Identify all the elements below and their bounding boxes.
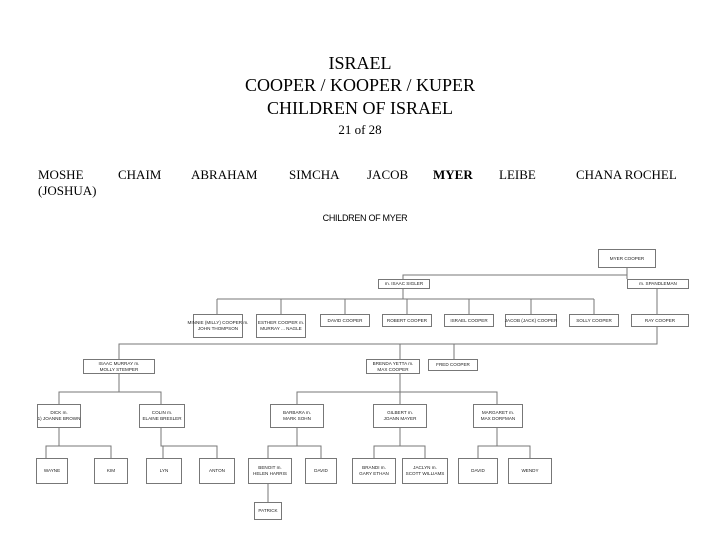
node-spouse: MURRAY ... NAGLE <box>260 326 302 331</box>
node-david-grandchild <box>305 458 337 484</box>
node-spouse: MARK SOHN <box>283 416 311 421</box>
node-child-solly <box>569 314 619 327</box>
node-spouse-spandleman <box>627 279 689 289</box>
connector <box>400 392 497 404</box>
nav-label: JACOB <box>367 167 409 182</box>
node-name: DAVID <box>471 468 485 473</box>
node-child-robert <box>382 314 432 327</box>
node-david-dorfman <box>458 458 498 484</box>
family-title: ISRAEL <box>328 53 392 73</box>
node-name: COLIN m. <box>151 410 173 415</box>
connector <box>478 428 497 458</box>
node-isaac-murray <box>83 359 155 374</box>
node-spouse: MAX COOPER <box>377 366 409 372</box>
nav-label: LEIBE <box>499 167 536 182</box>
node-spouse: JOANN MAYER <box>383 416 417 421</box>
connector <box>400 446 425 458</box>
node-name: MYER COOPER <box>609 255 645 261</box>
nav-label: ABRAHAM <box>191 167 258 182</box>
node-dick <box>37 404 81 428</box>
node-margaret <box>473 404 523 428</box>
node-name: SOLLY COOPER <box>576 317 612 323</box>
node-spouse: ELAINE BRESLER <box>142 416 182 421</box>
node-name: BRENDA YETTA m. <box>372 360 414 366</box>
chart-subtitle: CHILDREN OF MYER <box>322 213 408 223</box>
node-name: LYN <box>159 468 169 473</box>
node-name: BENOIT m. <box>258 465 282 470</box>
node-fred-cooper <box>428 359 478 371</box>
node-name: WAYNE <box>43 468 61 473</box>
connector <box>297 374 400 404</box>
node-name: MARGARET m. <box>481 410 515 415</box>
node-name: DICK m. <box>50 410 68 415</box>
nav-label-secondary: (JOSHUA) <box>38 183 97 198</box>
nav-label: CHANA ROCHEL <box>576 167 677 182</box>
connector <box>497 446 530 458</box>
connector <box>59 374 119 404</box>
node-gilbert <box>373 404 427 428</box>
page-number: 21 of 28 <box>338 122 382 137</box>
node-jaclyn <box>402 458 448 484</box>
connector <box>374 428 400 458</box>
node-child-david <box>320 314 370 327</box>
connector <box>268 428 297 458</box>
node-spouse: GARY ETHAN <box>359 471 389 476</box>
node-wayne <box>36 458 68 484</box>
connector <box>403 268 627 279</box>
node-brenda-yetta <box>366 359 420 374</box>
node-spouse: HELEN HARRIS <box>253 471 287 476</box>
node-name: DAVID COOPER <box>327 317 363 323</box>
node-kim <box>94 458 128 484</box>
node-name: BARBARA m. <box>282 410 312 415</box>
node-child-minnie <box>187 314 249 338</box>
node-name: GILBERT m. <box>387 410 413 415</box>
node-child-jacob <box>505 314 557 327</box>
connector <box>161 428 163 458</box>
node-brandi <box>352 458 396 484</box>
node-name: m. ISAAC SIGLER <box>384 281 424 286</box>
node-colin <box>139 404 185 428</box>
node-child-israel <box>444 314 494 327</box>
node-name: JACLYN m. <box>413 465 437 470</box>
nav-label: MYER <box>433 167 473 182</box>
node-wendy <box>508 458 552 484</box>
surname-line: COOPER / KOOPER / KUPER <box>244 75 476 95</box>
nav-label: MOSHE <box>38 167 84 182</box>
nav-label: CHAIM <box>118 167 162 182</box>
node-spouse: SCOTT WILLIAMS <box>405 471 445 476</box>
node-name: WENDY <box>521 468 539 473</box>
node-spouse: MAX DORFMAN <box>480 416 516 421</box>
nav-label: SIMCHA <box>289 167 340 182</box>
node-barbara <box>270 404 324 428</box>
node-benoit <box>248 458 292 484</box>
node-child-ray <box>631 314 689 327</box>
connector <box>59 446 111 458</box>
node-name: RAY COOPER <box>644 317 676 323</box>
node-name: BRANDI m. <box>362 465 386 470</box>
node-spouse-isaac-sigler <box>378 279 430 289</box>
node-name: ANTON <box>209 468 225 473</box>
node-spouse: 1) JOANNE BROWN <box>37 416 81 421</box>
node-child-esther <box>256 314 306 338</box>
node-name: FRED COOPER <box>436 362 470 367</box>
connector <box>46 428 59 458</box>
node-name: DAVID <box>314 468 328 473</box>
node-name: PATRICK <box>258 508 278 513</box>
node-name: m. SPANDLEMAN <box>639 281 677 286</box>
node-name: KIM <box>106 468 116 473</box>
node-name: ISRAEL COOPER <box>450 317 488 323</box>
node-spouse: MOLLY STEMPER <box>99 366 139 372</box>
connector <box>297 446 321 458</box>
node-name: ISAAC MURRAY m. <box>98 360 140 366</box>
node-name: MINNIE (MILLY) COOPER m. <box>187 320 249 325</box>
node-patrick <box>254 502 282 520</box>
node-anton <box>199 458 235 484</box>
node-lyn <box>146 458 182 484</box>
node-name: ESTHER COOPER m. <box>257 320 305 325</box>
page-title: CHILDREN OF ISRAEL <box>266 98 453 118</box>
node-myer-cooper <box>598 249 656 268</box>
connector <box>119 392 161 404</box>
node-name: JACOB (JACK) COOPER <box>504 317 558 323</box>
node-spouse: JOHN THOMPSON <box>197 326 239 331</box>
node-name: ROBERT COOPER <box>386 317 428 323</box>
connector <box>161 446 217 458</box>
